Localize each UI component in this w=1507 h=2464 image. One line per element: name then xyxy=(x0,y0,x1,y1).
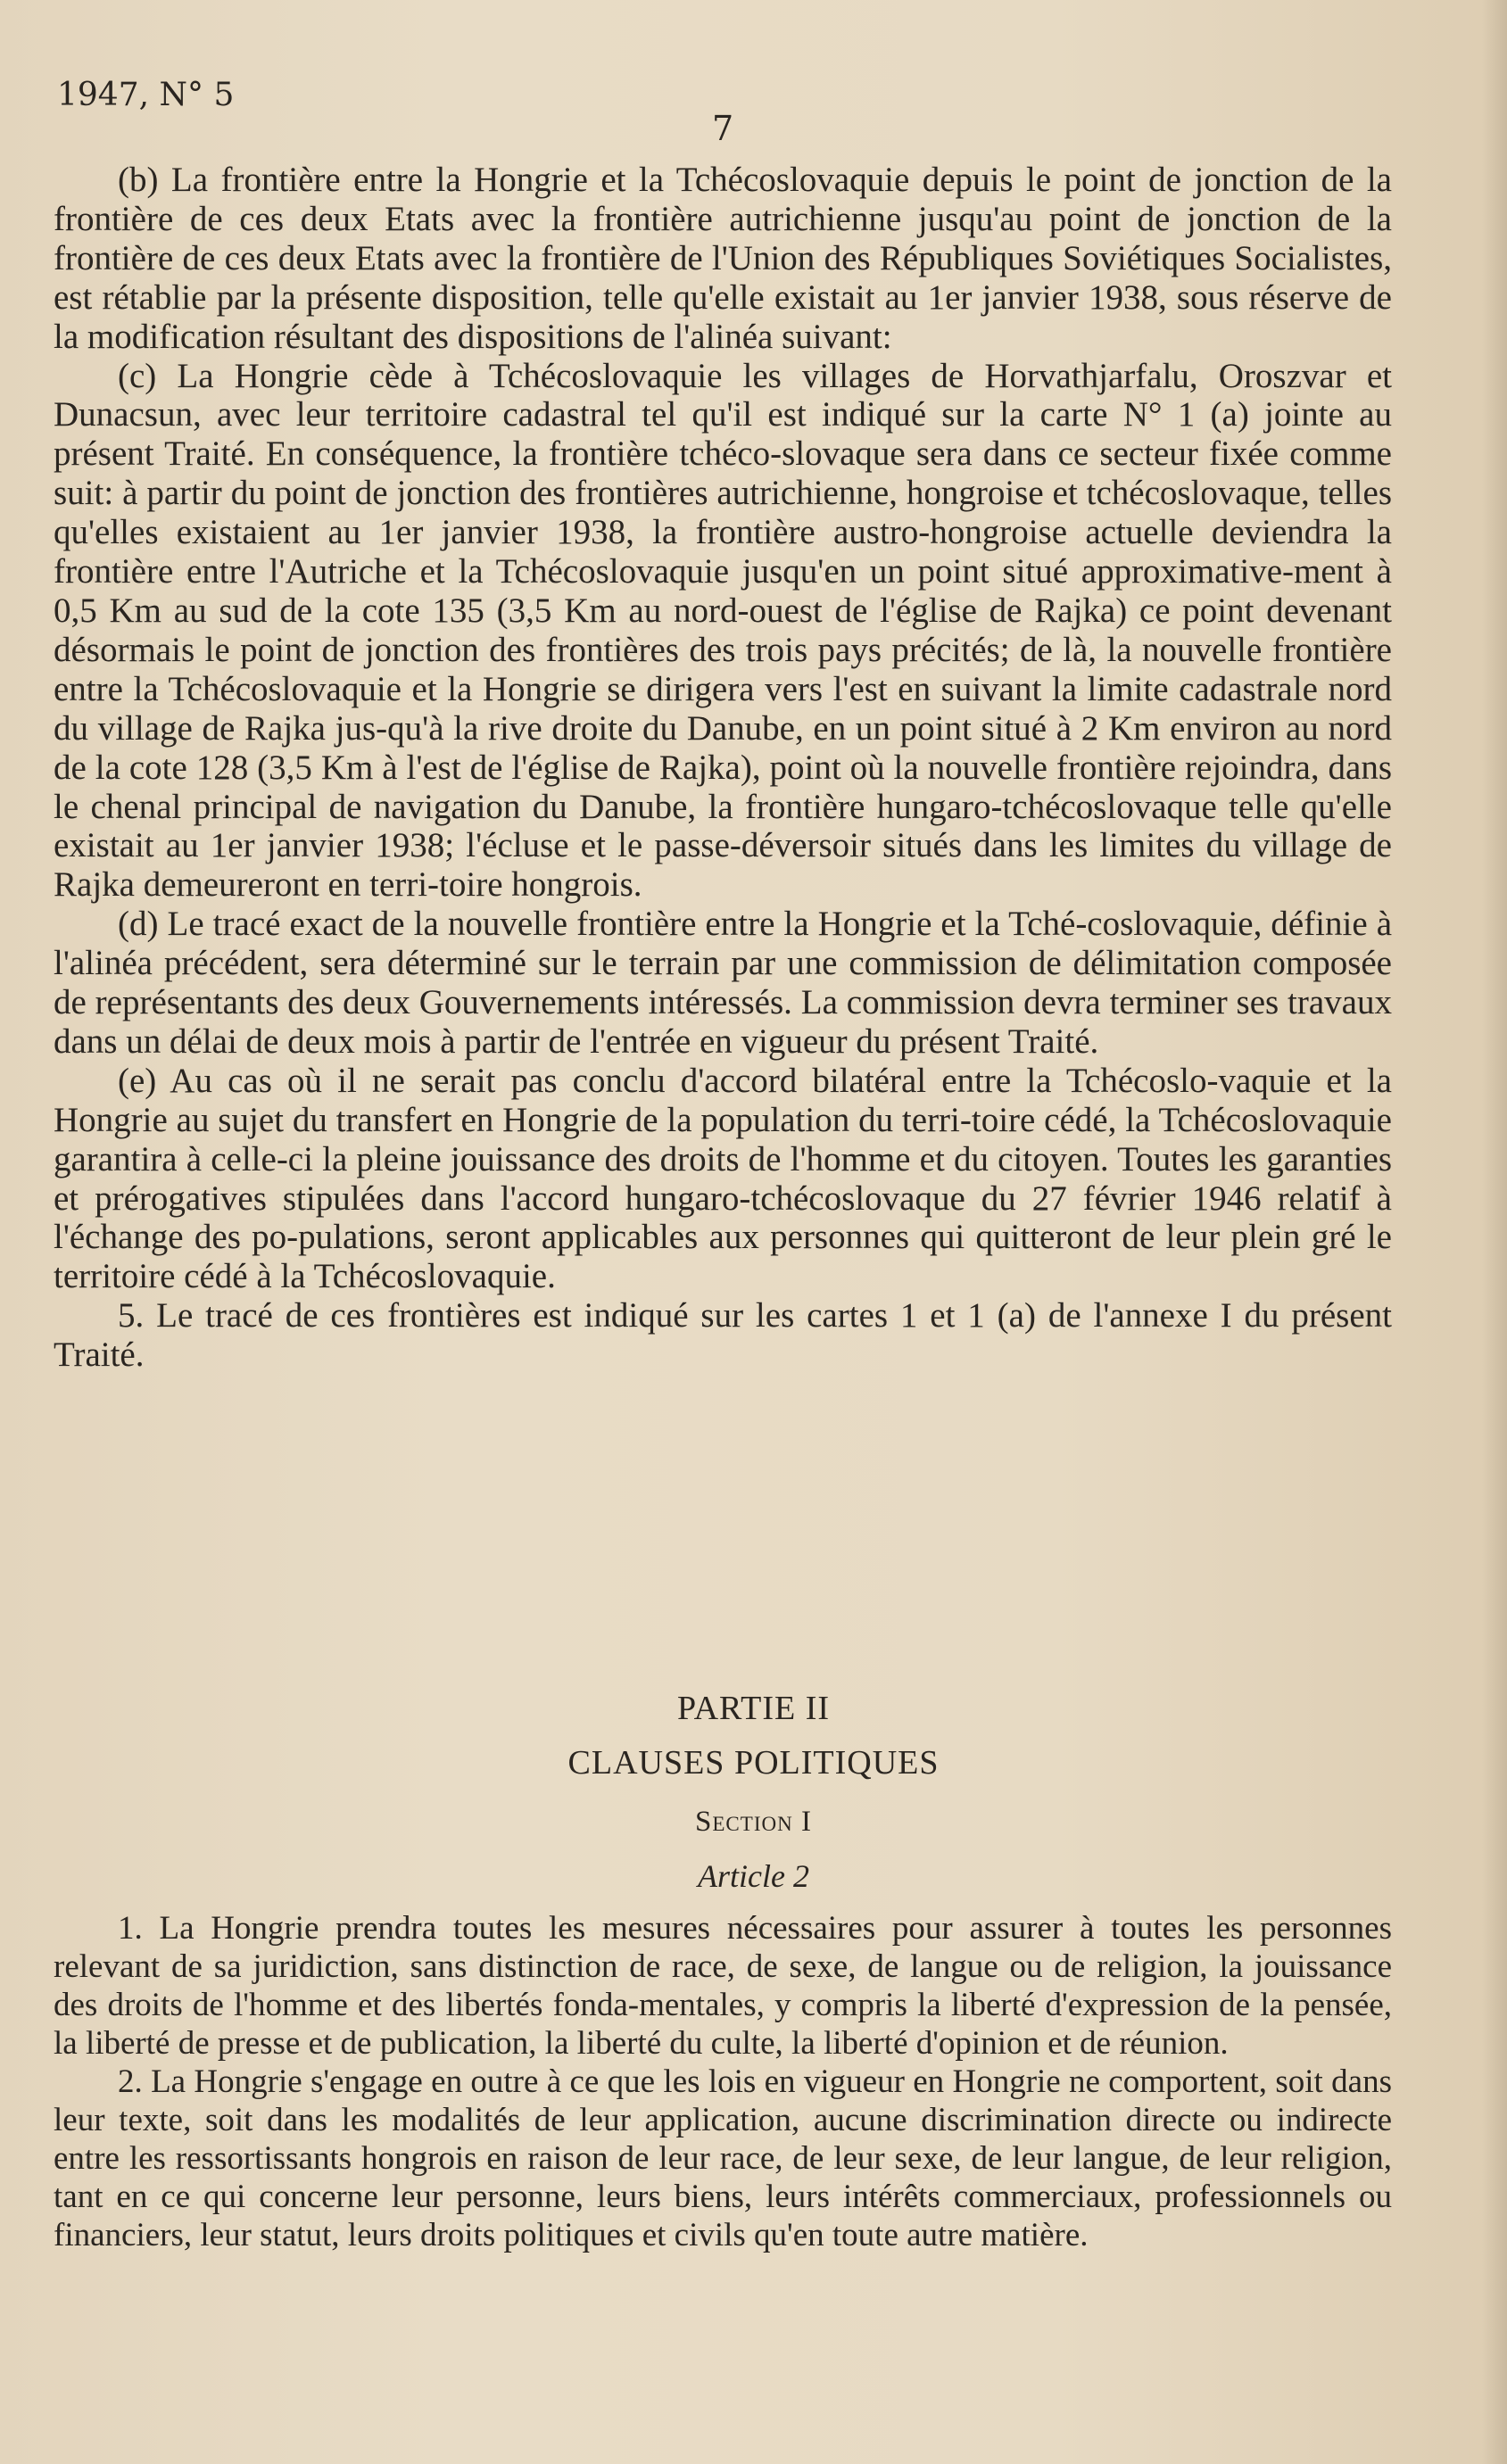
page-edge-shadow xyxy=(1482,0,1507,2464)
article-paragraph-1: 1. La Hongrie prendra toutes les mesures nécessaires pour assurer à toutes les personnes relevant de sa juridiction, sans distinction de race, de sexe, de langue ou de religion, la jouissance des droits de l'homme et des libertés fonda-mentales, y compris la liberté d'expression de la pensée, la liberté de presse et de publication, la liberté du culte, la liberté d'opinion et de réunion. xyxy=(54,1910,1392,2062)
paragraph-5: 5. Le tracé de ces frontières est indiqué sur les cartes 1 et 1 (a) de l'annexe I du présent Traité. xyxy=(54,1296,1392,1375)
section-heading: Section I xyxy=(695,1806,812,1838)
treaty-reference: 1947, N° 5 xyxy=(57,77,235,113)
paragraph-e: (e) Au cas où il ne serait pas conclu d'accord bilatéral entre la Tchécoslo-vaquie et la Hongrie au sujet du transfert en Hongrie de la population du terri-toire cédé, la Tchécoslovaquie garantira à celle-ci la pleine jouissance des droits de l'homme et du citoyen. Toutes les garanties et prérogatives stipulées dans l'accord hungaro-tchécoslovaque du 27 février 1946 relatif à l'échange des po-pulations, seront applicables aux personnes qui quitteront de leur plein gré le territoire cédé à la Tchécoslovaquie. xyxy=(54,1061,1392,1296)
part-subtitle: CLAUSES POLITIQUES xyxy=(567,1744,940,1782)
article-text-body xyxy=(54,1909,1392,2254)
page-number: 7 xyxy=(712,109,734,148)
article-heading: Article 2 xyxy=(698,1858,809,1894)
treaty-text-body xyxy=(54,161,1392,1375)
paragraph-b: (b) La frontière entre la Hongrie et la Tchécoslovaquie depuis le point de jonction de la frontière de ces deux Etats avec la frontière autrichienne jusqu'au point de jonction de la frontière de ces deux Etats avec la frontière de l'Union des Républiques Soviétiques Socialistes, est rétablie par la présente disposition, telle qu'elle existait au 1er janvier 1938, sous réserve de la modification résultant des dispositions de l'alinéa suivant: xyxy=(54,161,1392,356)
part-title: PARTIE II xyxy=(676,1690,831,1727)
article-paragraph-2: 2. La Hongrie s'engage en outre à ce que les lois en vigueur en Hongrie ne comportent, soit dans leur texte, soit dans les modalités de leur application, aucune discrimination directe ou indirecte entre les ressortissants hongrois en raison de leur race, de leur sexe, de leur langue, de leur religion, tant en ce qui concerne leur personne, leurs biens, leurs intérêts commerciaux, professionnels ou financiers, leur statut, leurs droits politiques et civils qu'en toute autre matière. xyxy=(54,2063,1392,2253)
paragraph-d: (d) Le tracé exact de la nouvelle frontière entre la Hongrie et la Tché-coslovaquie, définie à l'alinéa précédent, sera déterminé sur le terrain par une commission de délimitation composée de représentants des deux Gouvernements intéressés. La commission devra terminer ses travaux dans un délai de deux mois à partir de l'entrée en vigueur du présent Traité. xyxy=(54,905,1392,1061)
paragraph-c: (c) La Hongrie cède à Tchécoslovaquie les villages de Horvathjarfalu, Oroszvar et Dunacsun, avec leur territoire cadastral tel qu'il est indiqué sur la carte N° 1 (a) jointe au présent Traité. En conséquence, la frontière tchéco-slovaque sera dans ce secteur fixée comme suit: à partir du point de jonction des frontières autrichienne, hongroise et tchécoslovaque, telles qu'elles existaient au 1er janvier 1938, la frontière austro-hongroise actuelle deviendra la frontière entre l'Autriche et la Tchécoslovaquie jusqu'en un point situé approximative-ment à 0,5 Km au sud de la cote 135 (3,5 Km au nord-ouest de l'église de Rajka) ce point devenant désormais le point de jonction des frontières des trois pays précités; de là, la nouvelle frontière entre la Tchécoslovaquie et la Hongrie se dirigera vers l'est en suivant la limite cadastrale nord du village de Rajka jus-qu'à la rive droite du Danube, en un point situé à 2 Km environ au nord de la cote 128 (3,5 Km à l'est de l'église de Rajka), point où la nouvelle frontière rejoindra, dans le chenal principal de navigation du Danube, la frontière hungaro-tchécoslovaque telle qu'elle existait au 1er janvier 1938; l'écluse et le passe-déversoir situés dans les limites du village de Rajka demeureront en terri-toire hongrois. xyxy=(54,356,1392,905)
